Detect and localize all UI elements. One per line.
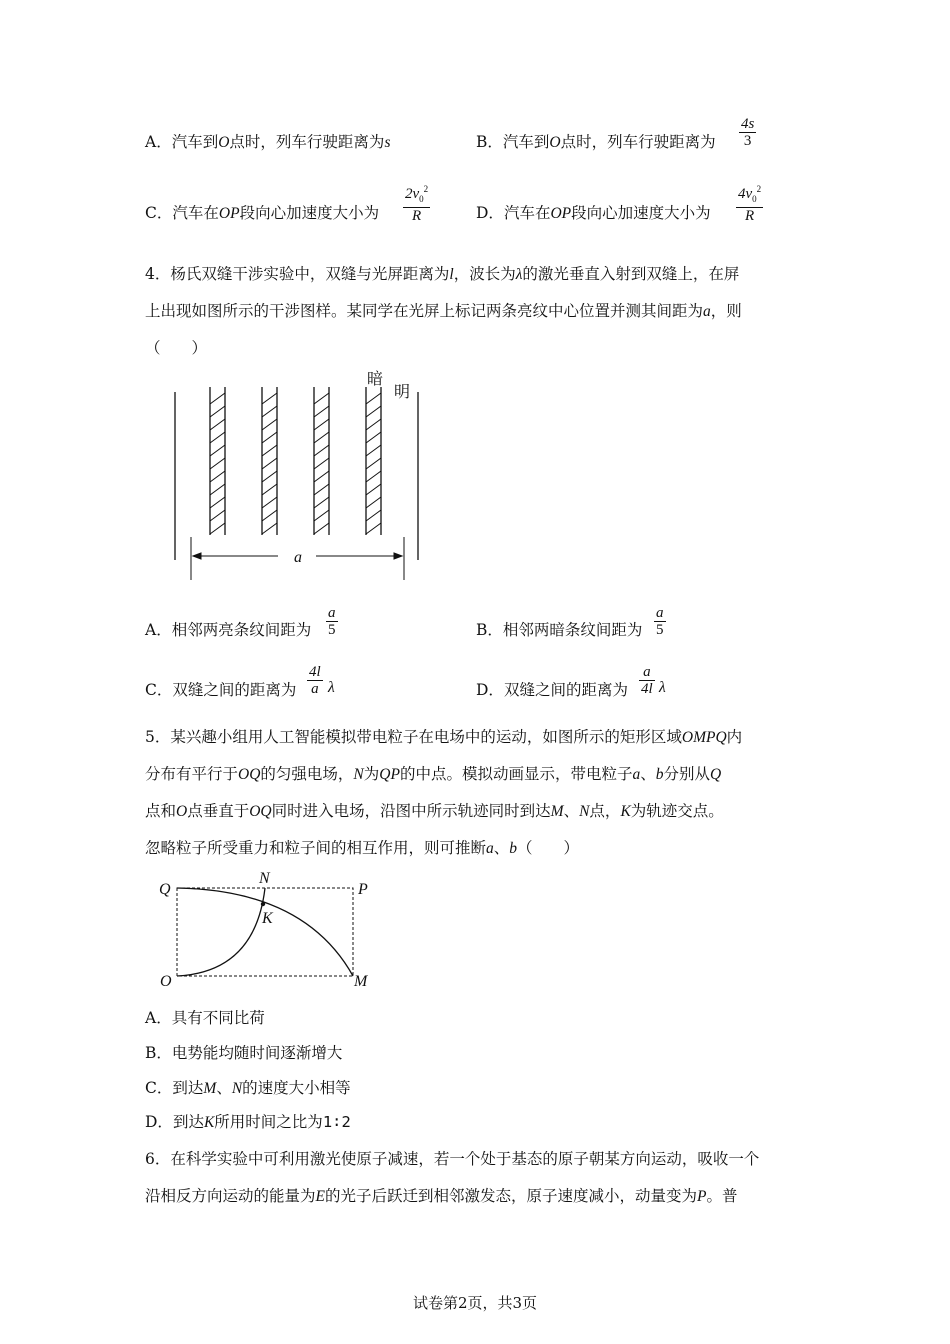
trajectory-a <box>177 888 353 976</box>
label-dark: 暗 <box>367 371 384 388</box>
hatch-line <box>366 445 381 456</box>
q4-stem-line1: 4．杨氏双缝干涉实验中，双缝与光屏距离为l，波长为λ的激光垂直入射到双缝上，在屏 <box>145 265 740 283</box>
hatch-line <box>210 484 225 495</box>
hatch-line <box>262 432 277 443</box>
hatch-line <box>366 523 381 534</box>
hatch-line <box>366 484 381 495</box>
intersection-point <box>261 902 265 906</box>
hatch-line <box>314 393 329 404</box>
page-footer: 试卷第2页，共3页 <box>412 1294 538 1312</box>
q6-stem-line1: 6．在科学实验中可利用激光使原子减速，若一个处于基态的原子朝某方向运动，吸收一个 <box>145 1150 760 1168</box>
q4-option-d-fraction: $\frac{a}{4l}$ <box>641 664 653 697</box>
q4-option-a-fraction: $\frac{a}{5}$ <box>328 605 336 638</box>
q4-option-d-lambda: λ <box>659 679 666 696</box>
hatch-line <box>210 497 225 508</box>
hatch-line <box>366 393 381 404</box>
hatch-line <box>262 458 277 469</box>
hatch-line <box>262 510 277 521</box>
label-K: K <box>262 910 273 927</box>
dark-fringe-hatching <box>210 393 381 534</box>
label-P: P <box>358 881 368 898</box>
q5-stem-line3: 点和O点垂直于OQ同时进入电场，沿图中所示轨迹同时到达M、N点，K为轨迹交点。 <box>145 802 724 820</box>
arrow-left <box>193 553 201 559</box>
hatch-line <box>262 523 277 534</box>
q3-option-d-fraction: $\frac{4v_0^2}{R}$ <box>736 181 763 224</box>
q5-option-a: A．具有不同比荷 <box>145 1009 265 1027</box>
q3-option-d: D．汽车在OP段向心加速度大小为 <box>476 204 711 222</box>
hatch-line <box>366 419 381 430</box>
hatch-line <box>210 458 225 469</box>
hatch-line <box>210 445 225 456</box>
hatch-line <box>262 484 277 495</box>
q4-paren: （ ） <box>145 339 208 357</box>
q3-option-b-fraction: $\frac{4s}{3}$ <box>741 116 755 149</box>
hatch-line <box>366 497 381 508</box>
q5-option-c: C．到达M、N的速度大小相等 <box>145 1079 351 1097</box>
q5-stem-line1: 5．某兴趣小组用人工智能模拟带电粒子在电场中的运动，如图所示的矩形区域OMPQ内 <box>145 728 743 746</box>
q4-option-c-fraction: $\frac{4l}{a}$ <box>309 664 321 697</box>
hatch-line <box>366 510 381 521</box>
label-M: M <box>354 973 368 990</box>
hatch-line <box>262 445 277 456</box>
hatch-line <box>314 458 329 469</box>
hatch-line <box>366 406 381 417</box>
q4-option-c-lambda: λ <box>328 679 335 696</box>
q3-option-c-fraction: $\frac{2v_0^2}{R}$ <box>403 181 430 224</box>
label-Q: Q <box>159 881 171 898</box>
hatch-line <box>210 523 225 534</box>
hatch-line <box>314 419 329 430</box>
field-rectangle <box>177 888 353 976</box>
q4-option-b-fraction: $\frac{a}{5}$ <box>656 605 664 638</box>
q4-stem-line2: 上出现如图所示的干涉图样。某同学在光屏上标记两条亮纹中心位置并测其间距为a，则 <box>145 302 742 320</box>
label-bright: 明 <box>394 384 411 401</box>
q5-field-figure <box>155 868 380 993</box>
q5-option-d: D．到达K所用时间之比为1∶2 <box>145 1113 351 1131</box>
q4-interference-figure <box>160 365 440 585</box>
hatch-line <box>366 471 381 482</box>
hatch-line <box>210 471 225 482</box>
hatch-line <box>210 406 225 417</box>
hatch-line <box>210 432 225 443</box>
hatch-line <box>314 523 329 534</box>
hatch-line <box>210 510 225 521</box>
q5-stem-line2: 分布有平行于OQ的匀强电场，N为QP的中点。模拟动画显示，带电粒子a、b分别从Q <box>145 765 722 783</box>
q6-stem-line2: 沿相反方向运动的能量为E的光子后跃迁到相邻激发态，原子速度减小，动量变为P。普 <box>145 1187 738 1205</box>
q5-option-b: B．电势能均随时间逐渐增大 <box>145 1044 343 1062</box>
hatch-line <box>262 471 277 482</box>
hatch-line <box>314 484 329 495</box>
q3-option-a: A．汽车到O点时，列车行驶距离为s <box>145 133 391 151</box>
arrow-right <box>394 553 402 559</box>
hatch-line <box>210 419 225 430</box>
hatch-line <box>366 458 381 469</box>
label-O: O <box>160 973 172 990</box>
hatch-line <box>314 406 329 417</box>
hatch-line <box>314 432 329 443</box>
q4-option-b: B．相邻两暗条纹间距为 <box>476 621 643 639</box>
trajectory-b <box>177 888 265 976</box>
hatch-line <box>314 510 329 521</box>
label-N: N <box>259 870 270 887</box>
hatch-line <box>262 393 277 404</box>
hatch-line <box>366 432 381 443</box>
q4-option-a: A．相邻两亮条纹间距为 <box>145 621 312 639</box>
hatch-line <box>262 497 277 508</box>
q4-option-c: C．双缝之间的距离为 <box>145 681 297 699</box>
hatch-line <box>314 497 329 508</box>
q3-option-b: B．汽车到O点时，列车行驶距离为 <box>476 133 716 151</box>
label-distance: a <box>294 549 302 566</box>
hatch-line <box>314 471 329 482</box>
hatch-line <box>262 419 277 430</box>
q3-option-c: C．汽车在OP段向心加速度大小为 <box>145 204 380 222</box>
hatch-line <box>262 406 277 417</box>
q5-stem-line4: 忽略粒子所受重力和粒子间的相互作用，则可推断a、b（ ） <box>145 839 580 857</box>
hatch-line <box>314 445 329 456</box>
q4-option-d: D．双缝之间的距离为 <box>476 681 628 699</box>
hatch-line <box>210 393 225 404</box>
